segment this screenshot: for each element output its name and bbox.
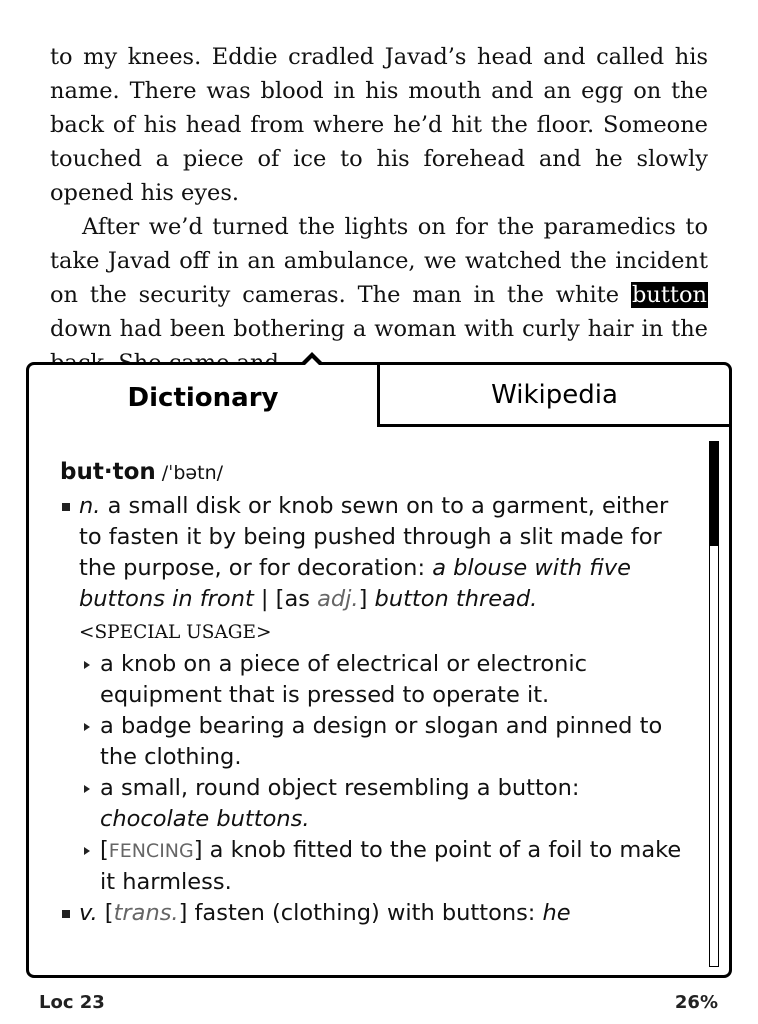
paragraph-text: down had been bothering a woman with curly hair in the — [50, 316, 708, 342]
bracket-text: ] — [193, 837, 203, 863]
example-text: he — [542, 900, 571, 926]
subsense — [60, 773, 685, 835]
example-text: chocolate buttons. — [100, 806, 310, 832]
part-of-speech: v. — [79, 900, 98, 926]
grammar-label: trans. — [113, 900, 179, 926]
popup-pointer-fill — [303, 358, 321, 367]
separator-text: | [as — [253, 586, 318, 612]
subsense — [60, 835, 685, 898]
definition-text: a badge bearing a design or slogan and pinned to the clothing. — [100, 713, 663, 770]
definition-text: a knob fitted to the point of a foil to make it harmless. — [100, 837, 682, 895]
bracket-text: ] — [358, 586, 375, 612]
subsense — [60, 711, 685, 773]
subject-label: FENCING — [108, 840, 194, 862]
definition-text: a small, round object resembling a button: — [100, 775, 580, 801]
grammar-label: adj. — [317, 586, 359, 612]
bracket-text: [ — [100, 837, 109, 863]
part-of-speech: n. — [79, 493, 101, 519]
book-paragraph — [50, 40, 708, 210]
subsense — [60, 649, 685, 711]
paragraph-text: to my knees. Eddie cradled Javad’s head and called his name. There was blood in his mouth and an egg on the back of his head from where he’d hit the floor. Someone touched a piece of ice to his forehead and he slowly opened his eyes. — [50, 44, 708, 206]
headword: but·ton — [60, 459, 156, 485]
definition-text: a knob on a piece of electrical or electronic equipment that is pressed to operate it. — [100, 651, 588, 708]
book-paragraph — [50, 210, 708, 380]
sense-noun — [60, 491, 685, 615]
book-page-text — [50, 40, 708, 361]
triangle-bullet-icon — [84, 785, 90, 793]
square-bullet-icon — [62, 503, 70, 511]
tab-wikipedia[interactable]: Wikipedia — [377, 365, 729, 427]
progress-percent: 26% — [674, 992, 718, 1013]
sense-verb — [60, 898, 685, 929]
special-usage-label: <SPECIAL USAGE> — [79, 622, 272, 643]
tab-dictionary[interactable]: Dictionary — [127, 383, 279, 413]
location-indicator: Loc 23 — [39, 992, 105, 1013]
dictionary-popup — [26, 362, 732, 978]
pronunciation: /ˈbətn/ — [161, 462, 224, 484]
triangle-bullet-icon — [84, 847, 90, 855]
dictionary-entry — [60, 457, 685, 929]
example-text: button thread. — [374, 586, 538, 612]
selected-word[interactable]: button — [631, 282, 707, 308]
definition-text: a small disk or knob sewn on to a garment, either to fasten it by being pushed through a slit made for the purpose, or for decoration: — [79, 493, 669, 581]
headword-line — [60, 457, 685, 489]
square-bullet-icon — [62, 910, 70, 918]
scrollbar[interactable] — [709, 441, 719, 967]
paragraph-text: After we’d turned the lights on for the paramedics to take Javad off in an ambulance, we watched the incident on the security cameras. The man in the white — [50, 214, 708, 308]
bracket-text: [ — [97, 900, 114, 926]
scrollbar-thumb[interactable] — [710, 442, 718, 546]
triangle-bullet-icon — [84, 661, 90, 669]
definition-text: ] fasten (clothing) with buttons: — [178, 900, 543, 926]
triangle-bullet-icon — [84, 723, 90, 731]
example-text: a blouse with five buttons in front — [79, 555, 631, 612]
